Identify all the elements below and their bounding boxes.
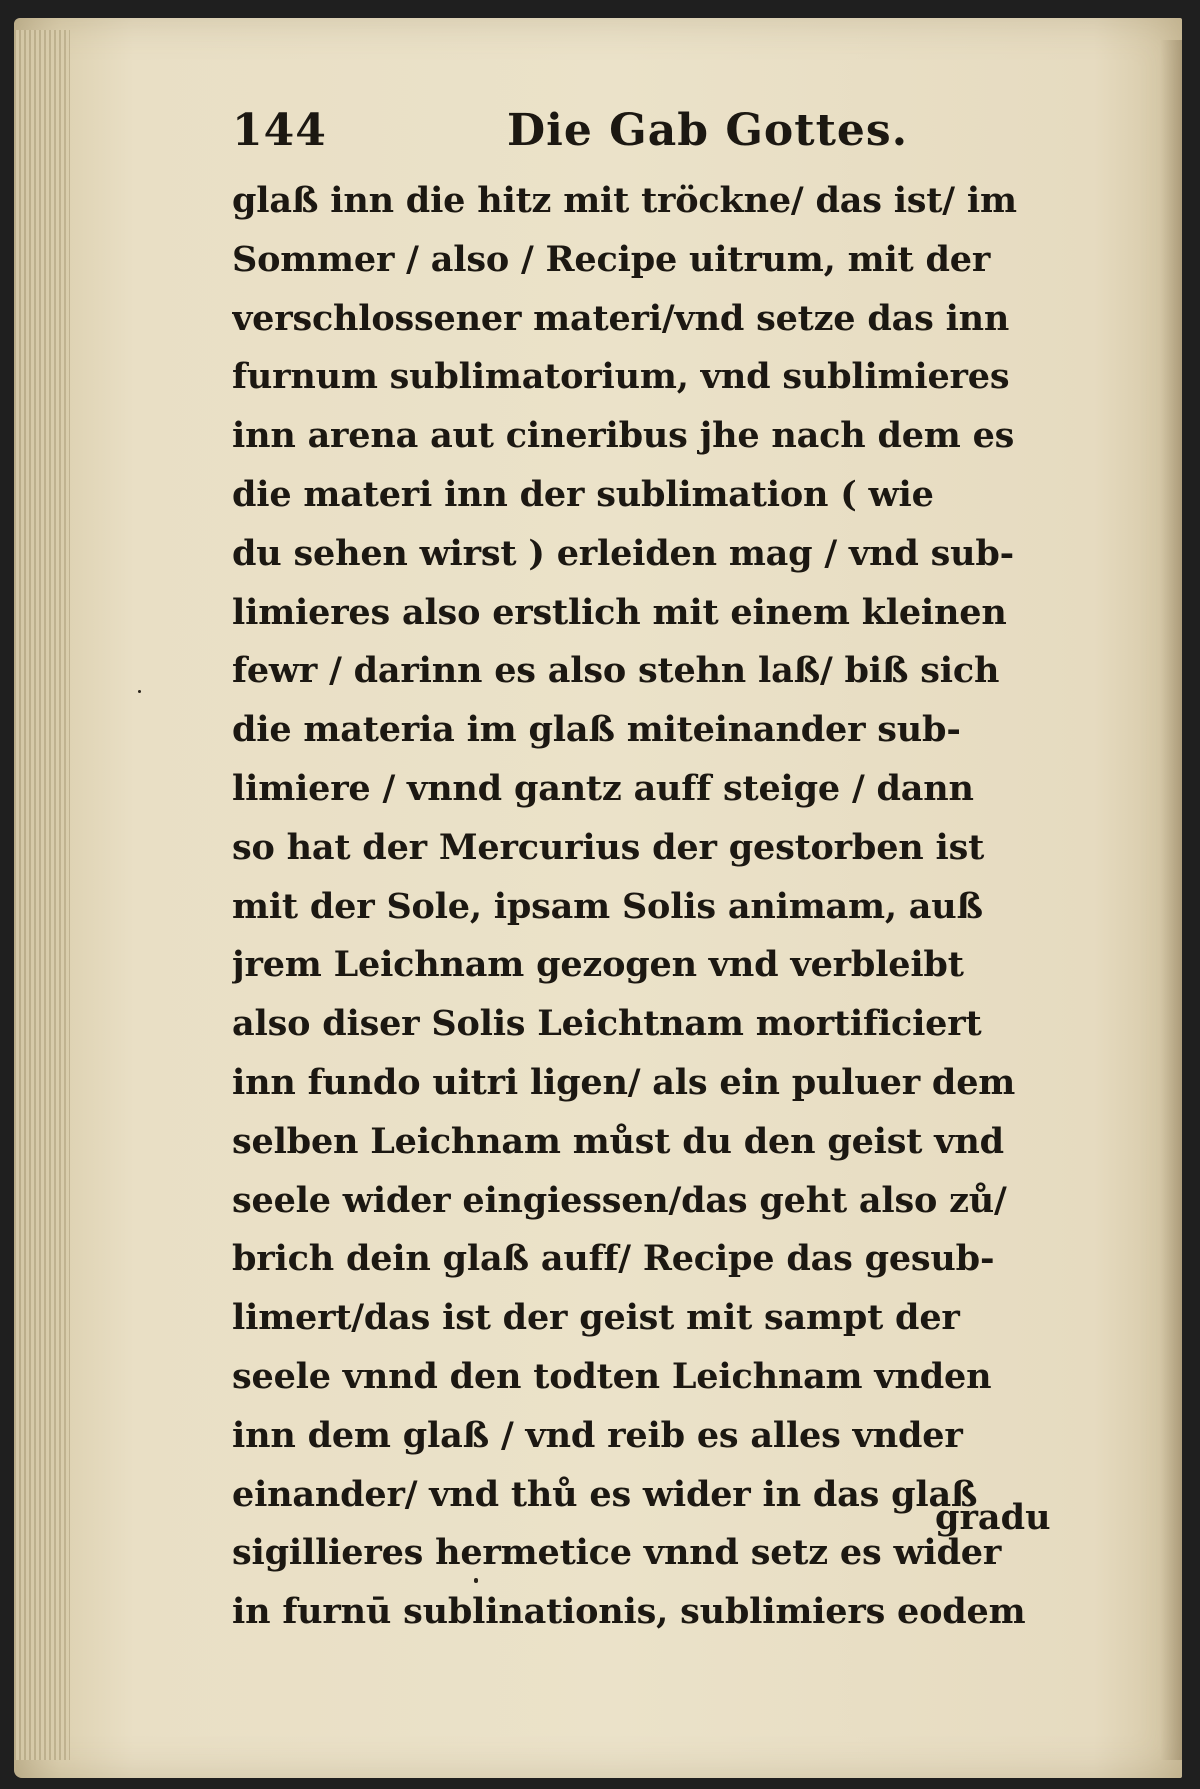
text-line: sigillieres hermetice vnnd setz es wider — [232, 1532, 1002, 1574]
text-line: du sehen wirst ) erleiden mag / vnd sub- — [232, 532, 1014, 574]
page-number: 144 — [232, 105, 327, 156]
text-line: limert/das ist der geist mit sampt der — [232, 1297, 960, 1339]
catchword: gradu — [935, 1497, 1051, 1538]
body-text — [232, 172, 1062, 1642]
text-line: in furnū sublinationis, sublimiers eodem — [232, 1591, 1026, 1633]
text-line: fewr / darinn es also stehn laß/ biß sich — [232, 650, 1000, 692]
text-line: Sommer / also / Recipe uitrum, mit der — [232, 238, 991, 280]
text-line: inn dem glaß / vnd reib es alles vnder — [232, 1414, 963, 1456]
running-head: Die Gab Gottes. — [507, 105, 909, 156]
text-line: mit der Sole, ipsam Solis animam, auß — [232, 885, 983, 927]
text-line: die materia im glaß miteinander sub- — [232, 709, 961, 751]
text-line: so hat der Mercurius der gestorben ist — [232, 826, 985, 868]
text-line: seele vnnd den todten Leichnam vnden — [232, 1355, 992, 1397]
text-line: limiere / vnnd gantz auff steige / dann — [232, 767, 974, 809]
ink-speck — [474, 1578, 478, 1583]
text-line: die materi inn der sublimation ( wie — [232, 473, 934, 515]
text-line: einander/ vnd thů es wider in das glaß — [232, 1473, 978, 1515]
page-edges — [14, 30, 70, 1760]
text-line: also diser Solis Leichtnam mortificiert — [232, 1003, 982, 1045]
text-line: inn fundo uitri ligen/ als ein puluer dem — [232, 1061, 1016, 1103]
gutter-shadow — [1160, 40, 1182, 1760]
text-line: brich dein glaß auff/ Recipe das gesub- — [232, 1238, 995, 1280]
text-line: glaß inn die hitz mit tröckne/ das ist/ im — [232, 180, 1017, 221]
text-line: limieres also erstlich mit einem kleinen — [232, 591, 1007, 633]
text-line: selben Leichnam můst du den geist vnd — [232, 1120, 1004, 1162]
text-line: inn arena aut cineribus jhe nach dem es — [232, 415, 1015, 457]
page-header — [232, 105, 1072, 165]
text-line: verschlossener materi/vnd setze das inn — [232, 297, 1010, 339]
text-line: jrem Leichnam gezogen vnd verbleibt — [232, 944, 964, 986]
text-line: seele wider eingiessen/das geht also zů/ — [232, 1179, 1007, 1221]
text-line: furnum sublimatorium, vnd sublimieres — [232, 356, 1010, 398]
ink-speck — [138, 690, 141, 693]
